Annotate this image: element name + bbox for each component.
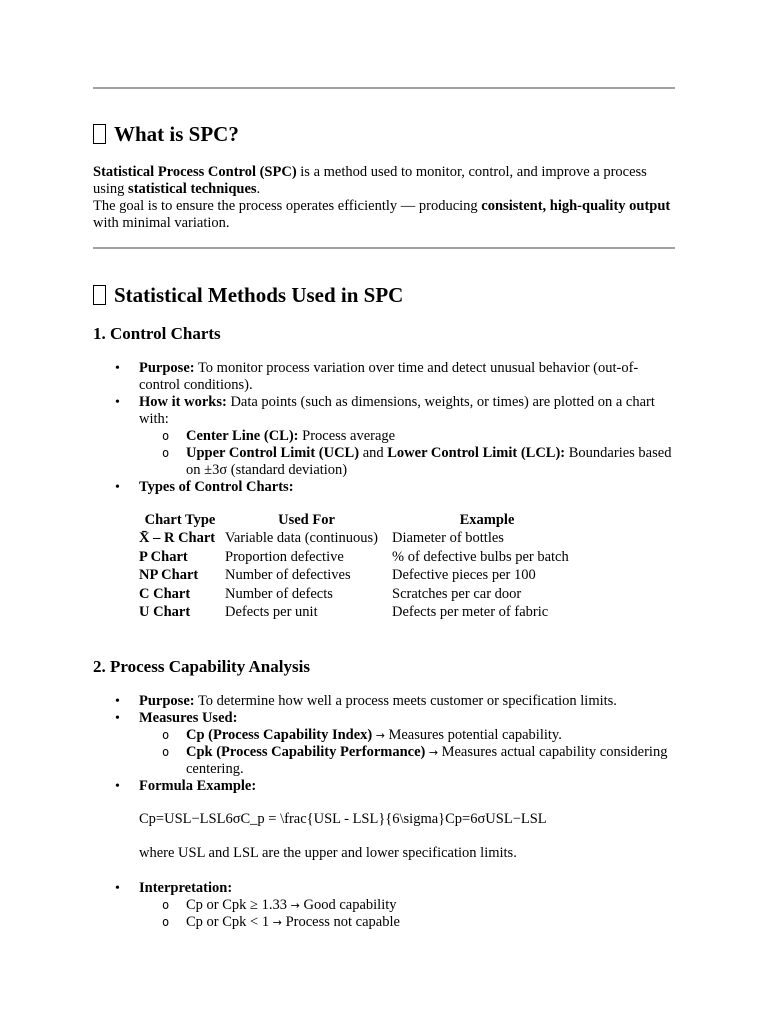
spc-term: Statistical Process Control (SPC) [93,164,297,180]
formula-note: where USL and LSL are the upper and lower specification limits. [139,845,517,861]
list-item [93,394,675,479]
list-item [93,693,675,710]
purpose-label: Purpose: [139,360,195,376]
subheading-control-charts: 1. Control Charts [93,324,221,343]
table-cell: Diameter of bottles [392,530,504,546]
table-row [137,549,584,568]
interp-text: Cp or Cpk < 1 [186,914,273,930]
table-row [137,530,584,549]
table-row [137,604,584,623]
intro-text-1: is a method used to monitor, control, and improve a process using [93,164,647,197]
cpk-text: Measures actual capability considering centering. [186,744,668,777]
table-cell: Scratches per car door [392,585,522,602]
how-label: How it works: [139,394,227,410]
table-cell: Number of defects [225,585,333,602]
measures-label: Measures Used: [139,710,238,726]
control-charts-list [93,360,675,496]
heading-statistical-methods [93,283,403,307]
limits-sublist [139,428,675,479]
cl-label: Center Line (CL): [186,428,299,444]
list-item [93,778,675,795]
divider-top [93,87,675,89]
intro-text-2: . [256,181,261,197]
cp-text: Measures potential capability. [388,727,562,743]
interpretation-sublist [139,897,675,931]
heading-what-is-spc [93,122,239,146]
table-cell: Defective pieces per 100 [392,567,536,583]
arrow-right-icon: → [272,916,282,929]
interpretation-label: Interpretation: [139,880,233,896]
table-row [137,567,584,586]
table-cell: % of defective bulbs per batch [392,548,569,565]
table-cell: NP Chart [139,567,199,583]
table-cell: Number of defectives [225,567,351,583]
list-item [139,428,675,445]
missing-glyph-icon [93,124,106,144]
table-cell: P Chart [139,548,188,565]
arrow-right-icon: → [290,899,300,912]
missing-glyph-icon [93,285,106,305]
control-chart-types-table [137,512,584,623]
divider-middle [93,247,675,249]
statistical-techniques-term: statistical techniques [128,181,257,197]
cp-label: Cp (Process Capability Index) [186,727,373,743]
column-header: Example [459,512,515,528]
table-cell: X̄ – R Chart [139,530,216,546]
list-item [139,744,675,778]
formula-text: Cp=USL−LSL6σC_p = \frac{USL - LSL}{6\sigma}Cp=6σUSL−LSL [139,811,547,827]
list-item [93,710,675,778]
table-header-row [137,512,584,530]
interp-text: Cp or Cpk ≥ 1.33 [186,897,291,913]
column-header: Chart Type [144,512,216,528]
heading-text: Statistical Methods Used in SPC [114,283,404,307]
table-cell: Proportion defective [225,548,344,565]
column-header: Used For [278,512,335,528]
subheading-process-capability: 2. Process Capability Analysis [93,657,310,676]
list-item [93,360,675,394]
heading-text: What is SPC? [114,122,239,146]
measures-sublist [139,727,675,778]
goal-bold: consistent, high-quality output [481,198,671,214]
capability-list [93,693,675,795]
intro-paragraph [93,164,675,232]
how-text: Data points (such as dimensions, weights, or times) are plotted on a chart with: [139,394,655,427]
goal-text-1: The goal is to ensure the process operates efficiently — producing [93,198,482,214]
list-item [93,479,675,496]
table-cell: Variable data (continuous) [225,530,379,546]
list-item [139,897,675,914]
interp-result: Process not capable [281,914,400,930]
list-item [139,445,675,479]
types-label: Types of Control Charts: [139,479,294,495]
formula-label: Formula Example: [139,778,257,794]
list-item [139,914,675,931]
table-cell: Defects per unit [225,604,318,620]
table-cell: U Chart [139,604,191,620]
table-cell: Defects per meter of fabric [392,604,549,620]
table-cell: C Chart [139,585,191,602]
and-text: and [359,445,388,461]
arrow-right-icon: → [372,729,389,742]
arrow-right-icon: → [425,746,442,759]
interpretation-list [93,880,675,931]
purpose-text: To monitor process variation over time and detect unusual behavior (out-of-control conditions). [139,360,639,393]
goal-text-2: with minimal variation. [93,215,230,231]
interp-result: Good capability [299,897,397,913]
lcl-label: Lower Control Limit (LCL): [387,445,566,461]
cl-text: Process average [298,428,396,444]
limits-text: Boundaries based on ±3σ (standard deviation) [186,445,672,478]
purpose-label: Purpose: [139,693,195,709]
list-item [139,727,675,744]
ucl-label: Upper Control Limit (UCL) [186,445,360,461]
table-row [137,586,584,605]
purpose-text: To determine how well a process meets customer or specification limits. [194,693,617,709]
list-item [93,880,675,931]
cpk-label: Cpk (Process Capability Performance) [186,744,426,760]
